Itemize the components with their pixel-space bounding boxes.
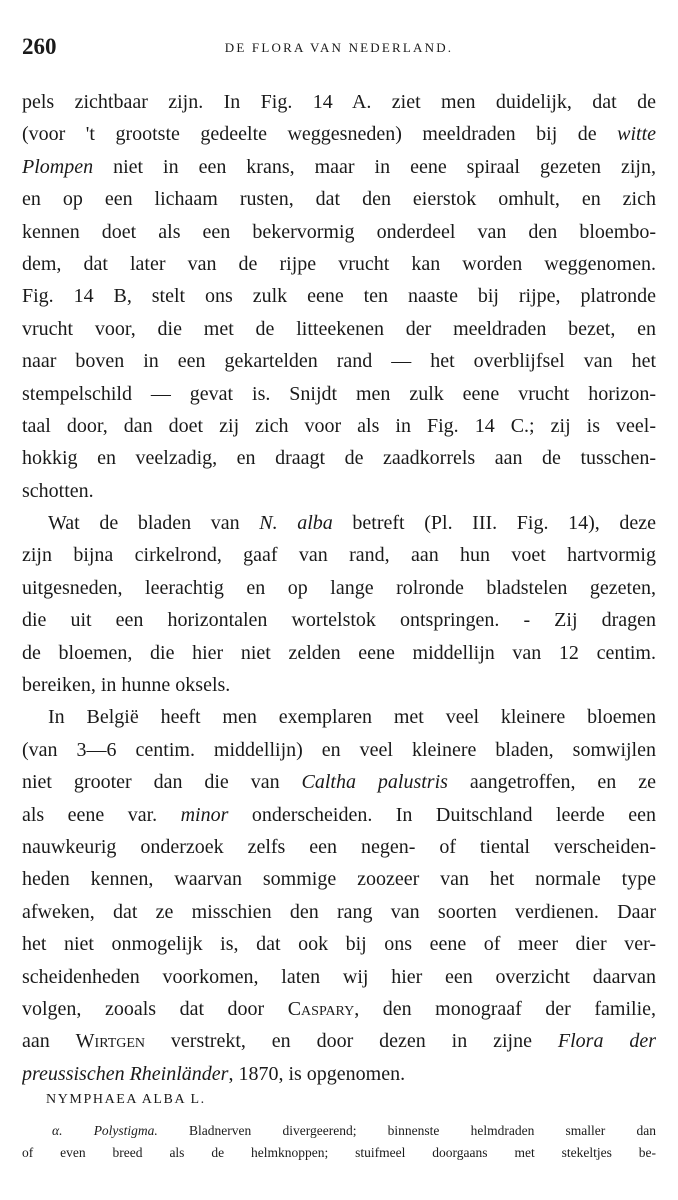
- italic-term: Caltha palustris: [301, 771, 448, 794]
- text-line: en op een lichaam rusten, dat den eierstok omhult, en zich: [22, 188, 656, 211]
- text-span: niet grooter dan die van: [22, 771, 302, 794]
- text-span: verstrekt, en door dezen in zijne: [145, 1030, 558, 1053]
- variety-line: [22, 1120, 656, 1142]
- text-line: [22, 118, 656, 150]
- author-name: Caspary: [287, 997, 355, 1020]
- text-line: [22, 1025, 656, 1057]
- text-line: nauwkeurig onderzoek zelfs een negen- of tiental verscheiden-: [22, 835, 656, 858]
- text-span: onderscheiden. In Duitschland leerde een: [228, 803, 656, 826]
- text-span: Wat de bladen van: [48, 512, 260, 535]
- page-header: [22, 34, 656, 64]
- text-span: , 1870, is opgenomen.: [228, 1062, 406, 1085]
- text-line: uitgesneden, leerachtig en op lange rolronde bladstelen gezeten,: [22, 576, 656, 599]
- text-line: kennen doet als een bekervormig onderdeel van den bloembo-: [22, 220, 656, 243]
- text-line: dem, dat later van de rijpe vrucht kan worden weggenomen.: [22, 252, 656, 275]
- italic-term: minor: [180, 803, 229, 826]
- text-span: als eene var.: [22, 803, 181, 826]
- text-line: scheidenheden voorkomen, laten wij hier een overzicht daarvan: [22, 965, 656, 988]
- species-heading: NYMPHAEA ALBA L.: [46, 1092, 206, 1107]
- text-line: pels zichtbaar zijn. In Fig. 14 A. ziet men duidelijk, dat de: [22, 91, 656, 113]
- text-line: zijn bijna cirkelrond, gaaf van rand, aan hun voet hartvormig: [22, 544, 656, 567]
- text-line: (van 3—6 centim. middellijn) en veel kleinere bladen, somwijlen: [22, 738, 656, 761]
- text-line: het niet onmogelijk is, dat ook bij ons eene of meer dier ver-: [22, 933, 656, 956]
- text-span: Bladnerven divergeerend; binnenste helmdraden smaller dan: [157, 1123, 656, 1138]
- text-line: vrucht voor, die met de litteekenen der meeldraden bezet, en: [22, 317, 656, 340]
- text-line: bereiken, in hunne oksels.: [22, 674, 231, 697]
- variety-line: of even breed als de helmknoppen; stuifmeel doorgaans met stekeltjes be-: [22, 1145, 656, 1160]
- paragraph-2: [22, 507, 656, 701]
- text-line: [22, 1058, 656, 1090]
- text-line: Fig. 14 B, stelt ons zulk eene ten naaste bij rijpe, platronde: [22, 285, 656, 308]
- text-line: [22, 151, 656, 183]
- page-number: 260: [22, 34, 57, 59]
- text-line: [22, 993, 656, 1025]
- text-line: schotten.: [22, 479, 94, 502]
- text-span: , den monograaf der familie,: [354, 997, 656, 1020]
- text-line: stempelschild — gevat is. Snijdt men zulk eene vrucht horizon-: [22, 382, 656, 405]
- author-name: Wirtgen: [75, 1030, 146, 1053]
- text-line: afweken, dat ze misschien den rang van soorten verdienen. Daar: [22, 900, 656, 923]
- body-text: [22, 86, 656, 1090]
- text-line: [22, 507, 656, 539]
- paragraph-3: [22, 701, 656, 1090]
- text-span: aan: [22, 1030, 76, 1053]
- italic-title: Flora der: [557, 1030, 656, 1053]
- italic-term: N. alba: [259, 512, 333, 535]
- text-line: die uit een horizontalen wortelstok ontspringen. - Zij dragen: [22, 609, 656, 632]
- text-span: (voor 't grootste gedeelte weggesneden) meeldraden bij de: [22, 123, 618, 146]
- text-line: heden kennen, waarvan sommige zoozeer van het normale type: [22, 868, 656, 891]
- text-line: hokkig en veelzadig, en draagt de zaadkorrels aan de tusschen-: [22, 447, 656, 470]
- text-line: In België heeft men exemplaren met veel kleinere bloemen: [48, 706, 656, 729]
- variety-marker: α.: [52, 1123, 63, 1138]
- italic-title: preussischen Rheinländer: [22, 1062, 229, 1085]
- text-span: niet in een krans, maar in eene spiraal gezeten zijn,: [93, 155, 656, 178]
- text-span: volgen, zooals dat door: [22, 997, 288, 1020]
- italic-term: witte: [617, 123, 656, 146]
- text-line: [22, 799, 656, 831]
- italic-term: Plompen: [22, 155, 94, 178]
- text-line: [22, 766, 656, 798]
- variety-description: [22, 1120, 656, 1164]
- running-head: DE FLORA VAN NEDERLAND.: [224, 40, 454, 55]
- text-line: de bloemen, die hier niet zelden eene middellijn van 12 centim.: [22, 641, 656, 664]
- paragraph-1: [22, 86, 656, 507]
- text-line: taal door, dan doet zij zich voor als in Fig. 14 C.; zij is veel-: [22, 414, 656, 437]
- text-span: betreft (Pl. III. Fig. 14), deze: [332, 512, 656, 535]
- variety-name: Polystigma.: [93, 1123, 158, 1138]
- text-span: aangetroffen, en ze: [447, 771, 656, 794]
- text-line: naar boven in een gekartelden rand — het overblijfsel van het: [22, 350, 656, 373]
